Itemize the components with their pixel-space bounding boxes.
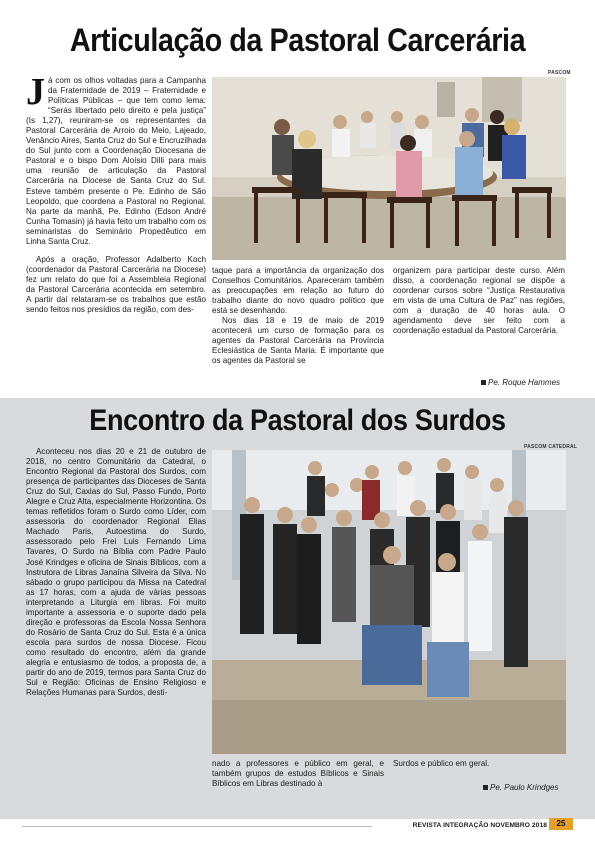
article1-signature xyxy=(481,378,560,387)
article2-paragraph-3: Surdos e público em geral. xyxy=(393,759,490,768)
article-title-pastoral-surdos: Encontro da Pastoral dos Surdos xyxy=(89,404,506,437)
group-photo-illustration xyxy=(212,450,566,754)
article1-paragraph-5: organizem para participar deste curso. Além disso, a coordenação regional se dispõe a coordenar cursos sobre “Justiça Restaurativa em vista de uma Cultura de Paz” nas regiões, com a duração de 40 horas aula. O agendamento deve ser feito com a coordenação estadual da Pastoral Carcerária. xyxy=(393,266,565,336)
meeting-photo-illustration xyxy=(212,77,566,260)
article2-column-1 xyxy=(26,447,206,698)
article1-paragraph-3: taque para a importância da organização dos Conselhos Comunitários. Apareceram também as preocupações em relação ao futuro do trabalho diante do novo quadro político que está se desenhando. xyxy=(212,266,384,316)
article2-signature xyxy=(483,783,559,792)
photo-credit: PASCOM xyxy=(548,70,571,76)
article1-column-1 xyxy=(26,71,206,315)
article1-paragraph-1: á com os olhos voltadas para a Campanha da Fraternidade de 2019 – Fraternidade e Políticas Públicas – que tem como lema: “Serás libertado pelo direito e pela justiça” (Is 1,27), reuniram-se os representantes da Pastoral Carcerária de Arroio do Meio, Lajeado, Venâncio Aires, Santa Cruz do Sul e Encruzilhada do Sul junto com a Coordenação Diocesana de Pastoral e o bispo Dom Aloísio Dilli para mais uma reunião de articulação da Pastoral Carcerária na Diocese de Santa Cruz do Sul. Esteve também presente o Pe. Edinho de São Leopoldo, que coordena a Pastoral no Regional. Na parte da manhã, Pe. Edinho (Edson André Cunha Tomasin) já havia feito um trabalho com os seminaristas do Seminário Propedêutico em Linha Santa Cruz. xyxy=(26,76,206,246)
article2-column-2 xyxy=(212,759,384,789)
footer-rule xyxy=(22,826,372,827)
page-number: 25 xyxy=(549,818,573,830)
article1-paragraph-2: Após a oração, Professor Adalberto Koch (coordenador da Pastoral Carcerária na Diocese) fez um relato do que foi a Assembleia Regional da Pastoral Carcerária acontecida em setembro. A partir daí relataram-se os trabalhos que estão sendo feitos nos presídios da região, com des- xyxy=(26,254,206,315)
signature-bullet-icon xyxy=(481,380,486,385)
article2-paragraph-1: Aconteceu nos dias 20 e 21 de outubro de 2018, no centro Comunitário da Catedral, o Encontro Regional da Pastoral dos Surdos, com presença de participantes das Dioceses de Santa Cruz do Sul, Caxias do Sul, Passo Fundo, Porto Alegre e Cruz Alta, especialmente Horizontina. Os temas refletidos foram o Surdo como Líder, com assessoria do coordenador Regional Elias Machado Paris, Autoestima do Surdo, assessorado pelo Frei Luis Fernando Lima Tavares, O Surdo na Bíblia com Padre Paulo José Krindges e oficina de Sinais Bíblicos, com a Instrutora de Libras Janaína Silveira da Silva. No sábado o grupo participou da Missa na Catedral as 17 horas, com a ajuda de várias pessoas interpretando a Liturgia em libras. Foi muito importante a assessoria e o suporte dado pela direção e professoras da Escola Nossa Senhora do Rosário de Santa Cruz do Sul. Esta é a única escola para surdos de nossa Diocese. Ficou como resultado do encontro, além da grande alegria e entusiasmo de todos, a proposta de, a partir do ano de 2019, termos para Santa Cruz do Sul e Região: Oficinas de Ensino Religioso e Relações Humanas para Surdos, desti- xyxy=(26,447,206,698)
signature-bullet-icon xyxy=(483,785,488,790)
photo-credit-2: PASCOM CATEDRAL xyxy=(524,444,578,450)
footer-magazine-name: REVISTA INTEGRAÇÃO NOVEMBRO 2018 xyxy=(412,822,547,829)
article2-signature-text: Pe. Paulo Krindges xyxy=(490,783,559,792)
article2-paragraph-2: nado a professores e público em geral, e também grupos de estudos Bíblicos e Sinais Bíblicos em Libras destinado à xyxy=(212,759,384,789)
article-title-pastoral-carceraria: Articulação da Pastoral Carcerária xyxy=(69,22,526,58)
article2-column-3 xyxy=(393,759,565,769)
dropcap: J xyxy=(26,71,45,113)
article1-column-3 xyxy=(393,266,565,336)
article1-paragraph-4: Nos dias 18 e 19 de maio de 2019 acontecerá um curso de formação para os agentes da Pastoral Carcerária na Província Eclesiástica de Santa Maria. É importante que os agentes da Pastoral se xyxy=(212,316,384,366)
meeting-photo xyxy=(212,77,566,260)
article1-column-2 xyxy=(212,266,384,366)
article1-signature-text: Pe. Roque Hammes xyxy=(488,378,561,387)
group-photo xyxy=(212,450,566,754)
